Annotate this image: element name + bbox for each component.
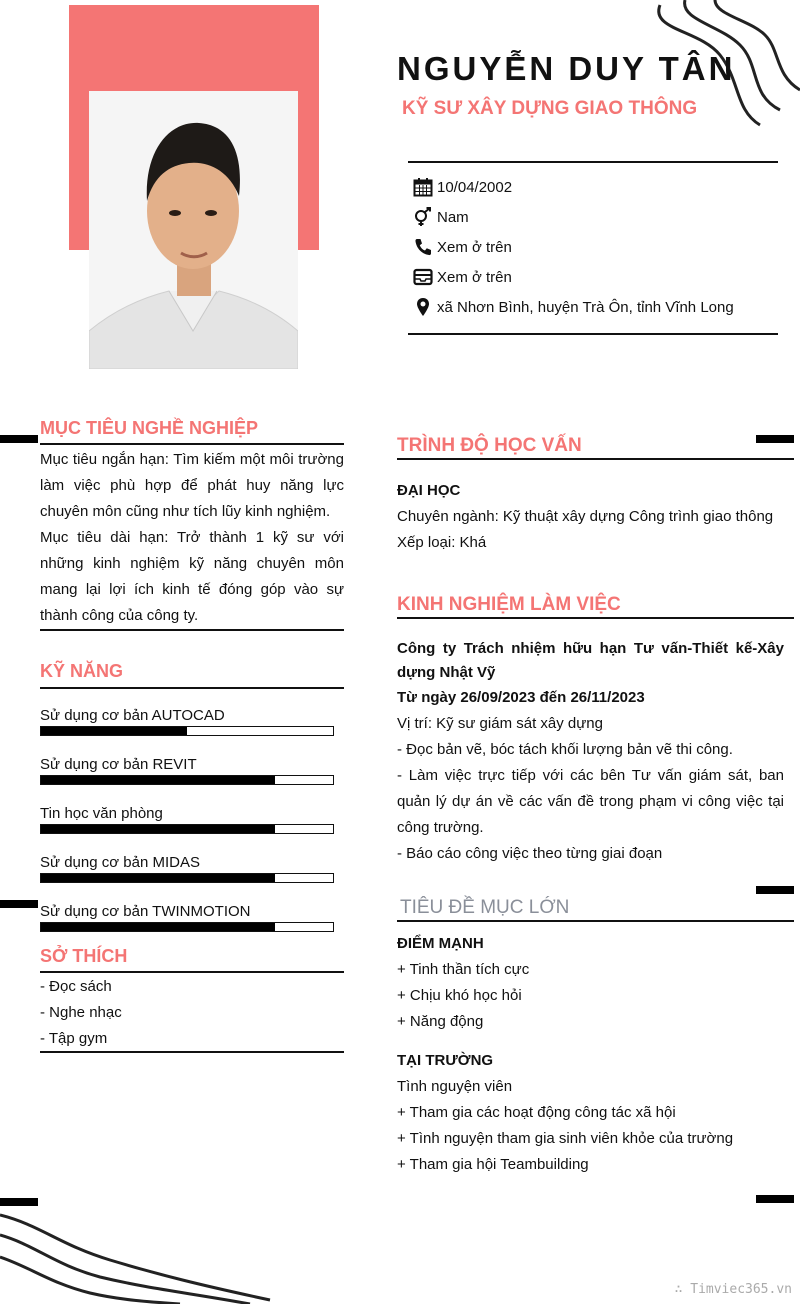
hobbies-title: SỞ THÍCH bbox=[40, 946, 128, 966]
gender-text: Nam bbox=[437, 208, 469, 226]
school-item: Tình nguyện viên bbox=[397, 1078, 513, 1095]
education-body bbox=[397, 478, 773, 556]
info-top-divider bbox=[408, 161, 778, 163]
location-icon bbox=[413, 297, 433, 317]
info-gender bbox=[413, 206, 469, 228]
hobby-item: - Đọc sách bbox=[40, 978, 112, 995]
calendar-icon bbox=[413, 177, 433, 197]
hobby-item: - Tập gym bbox=[40, 1030, 108, 1047]
skill-bar-fill bbox=[41, 776, 275, 784]
objective-text bbox=[40, 447, 344, 629]
candidate-name: NGUYỄN DUY TÂN bbox=[397, 50, 736, 87]
skill-bar-fill bbox=[41, 727, 187, 735]
address-text: xã Nhơn Bình, huyện Trà Ôn, tỉnh Vĩnh Long bbox=[437, 298, 734, 316]
extra-title: TIÊU ĐỀ MỤC LỚN bbox=[400, 897, 570, 918]
side-tab bbox=[756, 1195, 794, 1203]
objective-long-term: Mục tiêu dài hạn: Trở thành 1 kỹ sư với những kinh nghiệm kỹ năng chuyên môn mang lại lợi ích kinh tế đóng góp vào sự thành công của công ty. bbox=[40, 529, 344, 624]
skill-label: Tin học văn phòng bbox=[40, 805, 163, 822]
side-tab bbox=[0, 900, 38, 908]
experience-duty: - Đọc bản vẽ, bóc tách khối lượng bản vẽ thi công. bbox=[397, 741, 733, 758]
hobby-item: - Nghe nhạc bbox=[40, 1004, 122, 1021]
experience-title: KINH NGHIỆM LÀM VIỆC bbox=[397, 594, 621, 615]
skill-label: Sử dụng cơ bản TWINMOTION bbox=[40, 903, 251, 920]
hobbies-divider bbox=[40, 971, 344, 973]
experience-position: Vị trí: Kỹ sư giám sát xây dựng bbox=[397, 715, 603, 732]
experience-divider bbox=[397, 617, 794, 619]
education-title: TRÌNH ĐỘ HỌC VẤN bbox=[397, 435, 582, 456]
education-grade: Xếp loại: Khá bbox=[397, 534, 487, 551]
experience-duty: - Làm việc trực tiếp với các bên Tư vấn giám sát, ban quản lý dự án về các vấn đề trong phạm vi công việc tại công trường. bbox=[397, 767, 784, 836]
school-item: + Tình nguyện tham gia sinh viên khỏe của trường bbox=[397, 1130, 734, 1147]
education-degree: ĐẠI HỌC bbox=[397, 482, 461, 499]
skill-label: Sử dụng cơ bản AUTOCAD bbox=[40, 707, 225, 724]
watermark: ∴ Timviec365.vn bbox=[674, 1282, 792, 1297]
skills-title: KỸ NĂNG bbox=[40, 661, 124, 681]
bottom-left-wave-decoration bbox=[0, 1205, 280, 1304]
objective-short-term: Mục tiêu ngắn hạn: Tìm kiếm một môi trường làm việc phù hợp để phát huy năng lực chuyên môn cũng như tích lũy kinh nghiệm. bbox=[40, 451, 344, 520]
phone-text: Xem ở trên bbox=[437, 238, 512, 256]
strength-item: + Năng động bbox=[397, 1013, 484, 1030]
hobbies-bottom-divider bbox=[40, 1051, 344, 1053]
skill-bar-fill bbox=[41, 825, 275, 833]
phone-icon bbox=[413, 237, 433, 257]
skill-bar-fill bbox=[41, 874, 275, 882]
side-tab bbox=[756, 435, 794, 443]
school-title: TẠI TRƯỜNG bbox=[397, 1052, 494, 1069]
school-item: + Tham gia hội Teambuilding bbox=[397, 1156, 589, 1173]
info-bottom-divider bbox=[408, 333, 778, 335]
email-text: Xem ở trên bbox=[437, 268, 512, 286]
experience-company: Công ty Trách nhiệm hữu hạn Tư vấn-Thiết kế-Xây dựng Nhật Vỹ bbox=[397, 640, 784, 681]
objective-divider bbox=[40, 443, 344, 445]
strengths-title: ĐIỂM MẠNH bbox=[397, 935, 484, 952]
skill-label: Sử dụng cơ bản MIDAS bbox=[40, 854, 200, 871]
skill-label: Sử dụng cơ bản REVIT bbox=[40, 756, 197, 773]
objective-title: MỤC TIÊU NGHỀ NGHIỆP bbox=[40, 418, 259, 438]
hobbies-list bbox=[40, 974, 122, 1052]
objective-bottom-divider bbox=[40, 629, 344, 631]
skill-bar bbox=[40, 726, 334, 736]
experience-period: Từ ngày 26/09/2023 đến 26/11/2023 bbox=[397, 689, 645, 706]
gender-icon bbox=[413, 207, 433, 227]
school-block bbox=[397, 1048, 733, 1178]
avatar bbox=[89, 91, 298, 369]
info-birthday bbox=[413, 176, 512, 198]
side-tab bbox=[0, 1198, 38, 1206]
skill-bar bbox=[40, 824, 334, 834]
info-email bbox=[413, 266, 512, 288]
skill-bar-fill bbox=[41, 923, 275, 931]
skill-bar bbox=[40, 873, 334, 883]
extra-divider bbox=[397, 920, 794, 922]
email-icon bbox=[413, 267, 433, 287]
side-tab bbox=[0, 435, 38, 443]
experience-duty: - Báo cáo công việc theo từng giai đoạn bbox=[397, 845, 663, 862]
strengths-block bbox=[397, 931, 529, 1035]
education-divider bbox=[397, 458, 794, 460]
skill-bar bbox=[40, 922, 334, 932]
skill-bar bbox=[40, 775, 334, 785]
education-major: Chuyên ngành: Kỹ thuật xây dựng Công trình giao thông bbox=[397, 508, 774, 525]
strength-item: + Tinh thần tích cực bbox=[397, 961, 530, 978]
school-item: + Tham gia các hoạt động công tác xã hội bbox=[397, 1104, 676, 1121]
info-address bbox=[413, 296, 734, 318]
info-phone bbox=[413, 236, 512, 258]
side-tab bbox=[756, 886, 794, 894]
job-title: KỸ SƯ XÂY DỰNG GIAO THÔNG bbox=[402, 98, 698, 119]
skills-divider bbox=[40, 687, 344, 689]
experience-body bbox=[397, 637, 784, 867]
strength-item: + Chịu khó học hỏi bbox=[397, 987, 522, 1004]
birthday-text: 10/04/2002 bbox=[437, 178, 513, 196]
